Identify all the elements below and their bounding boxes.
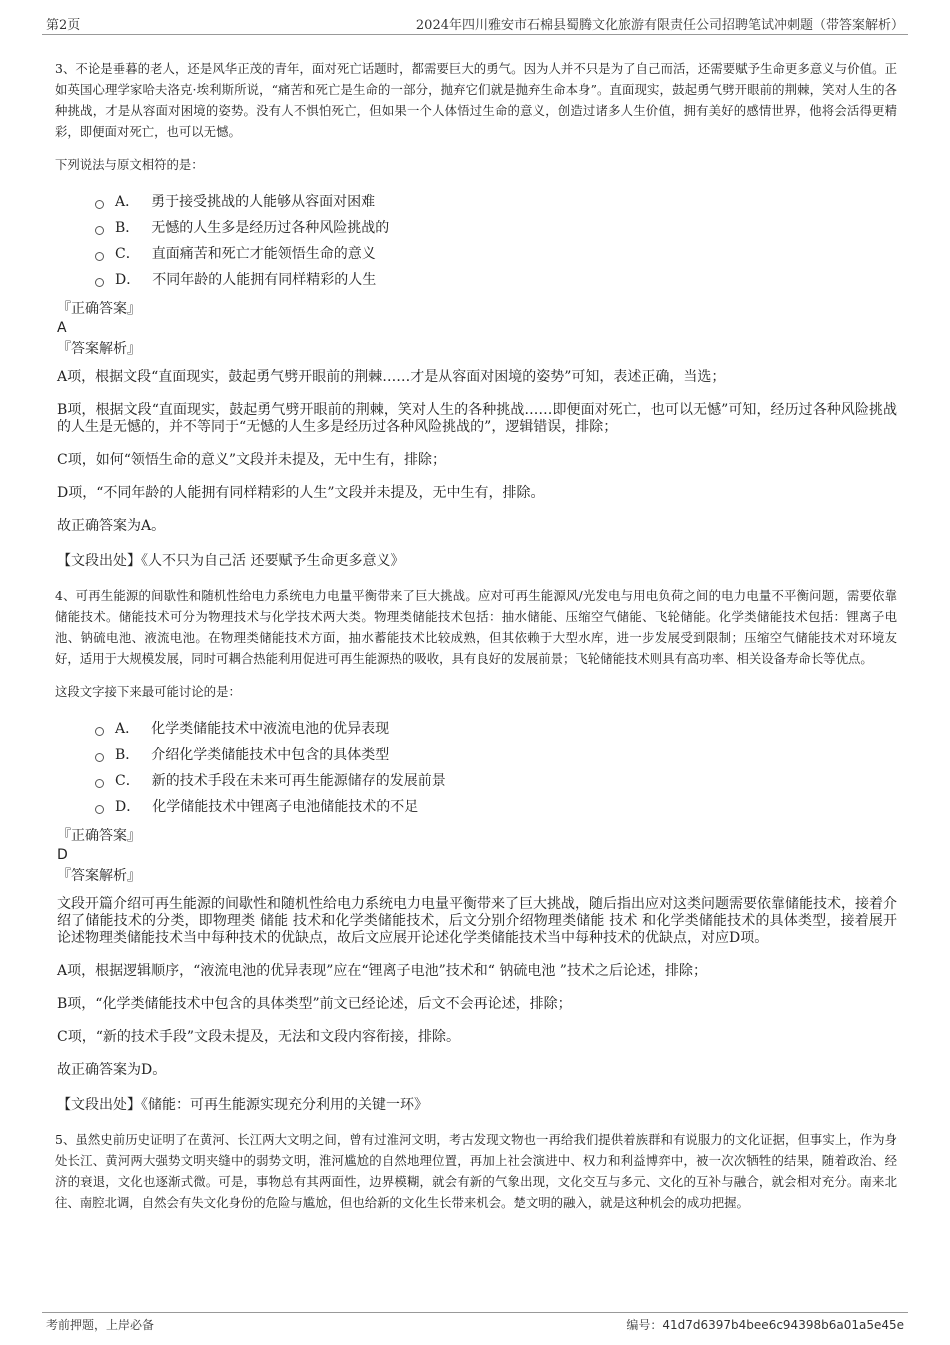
question-prompt: 这段文字接下来最可能讨论的是：	[55, 684, 241, 699]
document-code	[626, 1316, 904, 1333]
option-letter: B．	[115, 220, 140, 236]
option-letter: C．	[115, 246, 140, 262]
passage-source: 【文段出处】《人不只为自己活 还要赋予生命更多意义》	[57, 553, 405, 569]
radio-icon[interactable]	[95, 805, 104, 814]
option-c[interactable]	[95, 768, 897, 794]
option-list	[95, 189, 897, 293]
page-footer	[42, 1312, 908, 1335]
explanation-paragraph: 故正确答案为D。	[57, 1062, 167, 1078]
option-letter: D．	[115, 272, 141, 288]
option-b[interactable]	[95, 742, 897, 768]
option-text: 化学类储能技术中液流电池的优异表现	[151, 721, 390, 737]
explanation-paragraph: 文段开篇介绍可再生能源的间歇性和随机性给电力系统电力电量平衡带来了巨大挑战，随后指出应对这类问题需要依靠储能技术，接着介绍了储能技术的分类，即物理类 储能 技术和化学类储能技术，后文分别介绍物理类储能 技术 和化学类储能技术的具体类型，接着展开论述物理类储能技术当中每种技术的优缺点，故后文应展开论述化学类储能技术当中每种技术的优缺点，对应D项。	[57, 896, 897, 946]
radio-icon[interactable]	[95, 200, 104, 209]
option-d[interactable]	[95, 794, 897, 820]
option-letter: A．	[115, 194, 140, 210]
option-d[interactable]	[95, 267, 897, 293]
page-header	[42, 12, 908, 35]
page-number: 第2页	[46, 18, 81, 33]
radio-icon[interactable]	[95, 278, 104, 287]
option-text: 介绍化学类储能技术中包含的具体类型	[151, 747, 390, 763]
question-5	[55, 1129, 897, 1213]
explanation-paragraph: B项，“化学类储能技术中包含的具体类型”前文已经论述，后文不会再论述，排除；	[57, 996, 572, 1012]
radio-icon[interactable]	[95, 252, 104, 261]
explanation-paragraph: C项，如何“领悟生命的意义”文段并未提及，无中生有，排除；	[57, 452, 447, 468]
option-list	[95, 716, 897, 820]
question-4	[55, 585, 897, 1115]
question-3	[55, 58, 897, 571]
option-letter: A．	[115, 721, 140, 737]
option-text: 无憾的人生多是经历过各种风险挑战的	[151, 220, 390, 236]
explanation-paragraph: C项，“新的技术手段”文段未提及，无法和文段内容衔接，排除。	[57, 1029, 461, 1045]
option-text: 不同年龄的人能拥有同样精彩的人生	[152, 272, 377, 288]
answer-value: A	[57, 320, 67, 336]
explanation-paragraph: A项，根据逻辑顺序，“液流电池的优异表现”应在“锂离子电池”技术和“ 钠硫电池 ”技术之后论述，排除；	[57, 963, 707, 979]
main-content	[55, 58, 897, 1221]
radio-icon[interactable]	[95, 226, 104, 235]
explanation-label: 『答案解析』	[57, 341, 141, 357]
question-text: 4、可再生能源的间歇性和随机性给电力系统电力电量平衡带来了巨大挑战。应对可再生能源风/光发电与用电负荷之间的电力电量不平衡问题，需要依靠储能技术。储能技术可分为物理技术与化学技术两大类。物理类储能技术包括：抽水储能、压缩空气储能、飞轮储能。化学类储能技术包括：锂离子电池、钠硫电池、液流电池。在物理类储能技术方面，抽水蓄能技术比较成熟，但其依赖于大型水库，进一步发展受到限制；压缩空气储能技术对环境友好，适用于大规模发展，同时可耦合热能利用促进可再生能源热的吸收，具有良好的发展前景；飞轮储能技术则具有高功率、相关设备寿命长等优点。	[55, 588, 897, 666]
document-title: 2024年四川雅安市石棉县蜀腾文化旅游有限责任公司招聘笔试冲刺题（带答案解析）	[415, 18, 904, 33]
answer-value: D	[57, 847, 68, 863]
explanation-paragraph: A项，根据文段“直面现实，鼓起勇气劈开眼前的荆棘……才是从容面对困境的姿势”可知，表述正确，当选；	[57, 369, 726, 385]
code-label: 编号：	[626, 1318, 663, 1332]
option-c[interactable]	[95, 241, 897, 267]
code-value: 41d7d6397b4bee6c94398b6a01a5e45e	[662, 1318, 904, 1332]
option-text: 直面痛苦和死亡才能领悟生命的意义	[151, 246, 376, 262]
answer-label: 『正确答案』	[57, 828, 141, 844]
radio-icon[interactable]	[95, 727, 104, 736]
option-letter: D．	[115, 799, 141, 815]
option-b[interactable]	[95, 215, 897, 241]
option-text: 化学储能技术中锂离子电池储能技术的不足	[152, 799, 419, 815]
option-text: 勇于接受挑战的人能够从容面对困难	[151, 194, 376, 210]
option-a[interactable]	[95, 189, 897, 215]
option-letter: B．	[115, 747, 140, 763]
radio-icon[interactable]	[95, 753, 104, 762]
explanation-paragraph: 故正确答案为A。	[57, 518, 166, 534]
footer-slogan: 考前押题，上岸必备	[46, 1318, 155, 1332]
passage-source: 【文段出处】《储能：可再生能源实现充分利用的关键一环》	[57, 1097, 428, 1113]
radio-icon[interactable]	[95, 779, 104, 788]
explanation-label: 『答案解析』	[57, 868, 141, 884]
explanation-paragraph: D项，“不同年龄的人能拥有同样精彩的人生”文段并未提及，无中生有，排除。	[57, 485, 545, 501]
answer-label: 『正确答案』	[57, 301, 141, 317]
question-text: 5、虽然史前历史证明了在黄河、长江两大文明之间，曾有过淮河文明，考古发现文物也一再给我们提供着族群和有说服力的文化证据，但事实上，作为身处长江、黄河两大强势文明夹缝中的弱势文明，淮河尴尬的自然地理位置，再加上社会演进中、权力和利益博弈中，被一次次牺牲的结果，随着政治、经济的衰退，文化也逐渐式微。可是，事物总有其两面性，边界模糊，就会有新的气象出现，文化交互与多元、文化的互补与融合，就会相对充分。南来北往、南腔北调，自然会有失文化身份的危险与尴尬，但也给新的文化生长带来机会。楚文明的融入，就是这种机会的成功把握。	[55, 1132, 897, 1210]
option-letter: C．	[115, 773, 140, 789]
option-a[interactable]	[95, 716, 897, 742]
question-text: 3、不论是垂暮的老人，还是风华正茂的青年，面对死亡话题时，都需要巨大的勇气。因为人并不只是为了自己而活，还需要赋予生命更多意义与价值。正如英国心理学家哈夫洛克·埃利斯所说，“痛苦和死亡是生命的一部分，抛弃它们就是抛弃生命本身”。直面现实，鼓起勇气劈开眼前的荆棘，笑对人生的各种挑战，才是从容面对困境的姿势。没有人不惧怕死亡，但如果一个人体悟过生命的意义，创造过诸多人生价值，拥有美好的感情世界，他将会活得更精彩，即便面对死亡，也可以无憾。	[55, 61, 897, 139]
explanation-paragraph: B项，根据文段“直面现实，鼓起勇气劈开眼前的荆棘，笑对人生的各种挑战……即便面对死亡，也可以无憾”可知，经历过各种风险挑战的人生是无憾的，并不等同于“无憾的人生多是经历过各种风险挑战的”，逻辑错误，排除；	[57, 402, 897, 435]
question-prompt: 下列说法与原文相符的是：	[55, 157, 204, 172]
option-text: 新的技术手段在未来可再生能源储存的发展前景	[151, 773, 446, 789]
